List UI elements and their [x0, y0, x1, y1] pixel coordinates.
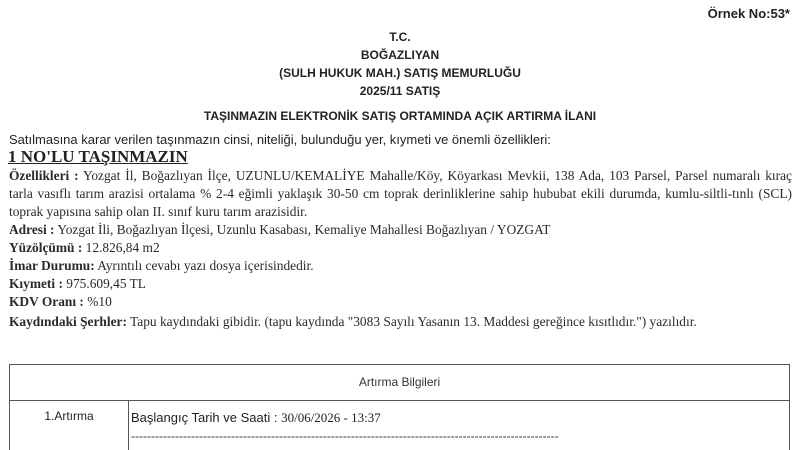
area-value: 12.826,84 m2 — [82, 240, 160, 255]
terms-value: Tapu kaydındaki gibidir. (tapu kaydında "3083 Sayılı Yasanın 13. Maddesi gereğince kısıtlıdır.") yazılıdır. — [126, 314, 697, 329]
auction-table-header: Artırma Bilgileri — [10, 365, 789, 401]
zoning-value: Ayrıntılı cevabı yazı dosya içerisindedir. — [94, 258, 314, 273]
property-area — [9, 239, 792, 257]
separator-line: ----------------------------------------------------------------------------------------------------------- — [131, 429, 559, 443]
value-label: Kıymeti : — [9, 276, 63, 291]
property-title: 1 NO'LU TAŞINMAZIN — [8, 147, 188, 166]
property-zoning — [9, 257, 792, 275]
property-terms — [9, 313, 792, 331]
auction-start-value: 30/06/2026 - 13:37 — [281, 410, 381, 425]
address-value: Yozgat İli, Boğazlıyan İlçesi, Uzunlu Kasabası, Kemaliye Mahallesi Boğazlıyan / YOZGAT — [54, 222, 551, 237]
auction-start-label: Başlangıç Tarih ve Saati : — [131, 410, 282, 425]
auction-row-label: 1.Artırma — [10, 401, 129, 450]
intro-text: Satılmasına karar verilen taşınmazın cinsi, niteliği, bulunduğu yer, kıymeti ve önemli özellikleri: — [9, 132, 551, 147]
zoning-label: İmar Durumu: — [9, 258, 95, 273]
features-label: Özellikleri : — [9, 168, 79, 183]
auction-table — [9, 364, 790, 450]
terms-label: Kaydındaki Şerhler: — [9, 314, 127, 329]
property-features — [9, 167, 792, 221]
property-address — [9, 221, 792, 239]
sample-number: Örnek No:53* — [707, 6, 790, 21]
auction-start-info — [131, 409, 771, 427]
address-label: Adresi : — [9, 222, 55, 237]
value-value: 975.609,45 TL — [62, 276, 146, 291]
header-country: T.C. — [389, 30, 411, 44]
vat-label: KDV Oranı : — [9, 294, 84, 309]
header-file-no: 2025/11 SATIŞ — [359, 84, 441, 98]
header-city: BOĞAZLIYAN — [360, 48, 440, 62]
announcement-title: TAŞINMAZIN ELEKTRONİK SATIŞ ORTAMINDA AÇIK ARTIRMA İLANI — [203, 109, 597, 123]
vat-value: %10 — [83, 294, 112, 309]
area-label: Yüzölçümü : — [9, 240, 83, 255]
header-office: (SULH HUKUK MAH.) SATIŞ MEMURLUĞU — [279, 66, 521, 80]
features-value: Yozgat İl, Boğazlıyan İlçe, UZUNLU/KEMALİYE Mahalle/Köy, Köyarkası Mevkii, 138 Ada, 103 Parsel, Parsel numaralı kıraç tarla vasıflı tarım arazisi ortalama % 2-4 eğimli yaklaşık 30-50 cm toprak derinliklerine sahip hububat ekili durumda, kumlu-siltli-tınlı (SCL) toprak yapısına sahip olan II. sınıf kuru tarım arazisidir. — [9, 168, 792, 219]
property-value — [9, 275, 792, 293]
property-vat — [9, 293, 792, 311]
